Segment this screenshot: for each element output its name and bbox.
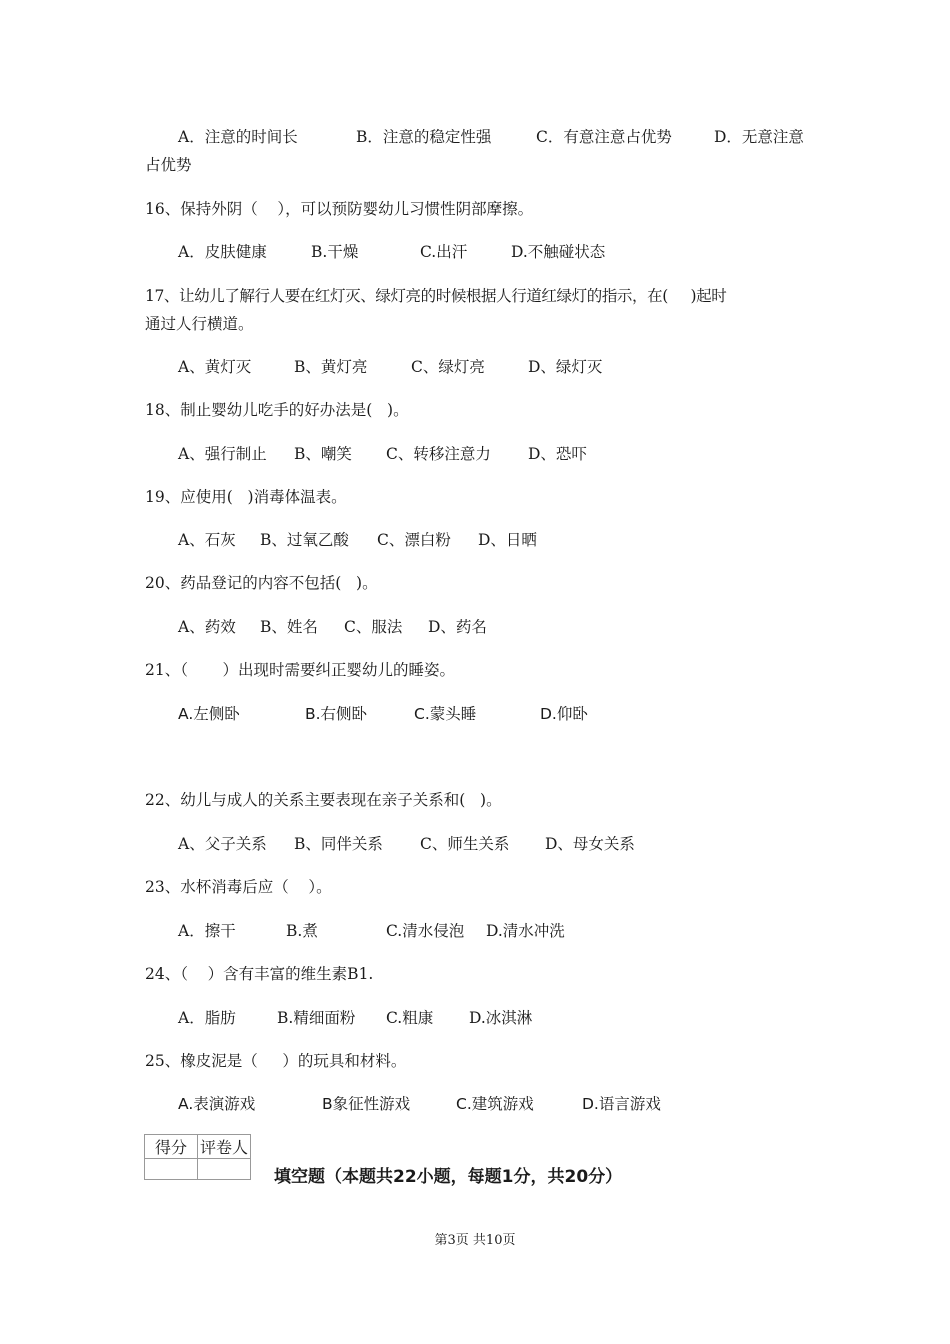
grader-cell bbox=[198, 1159, 251, 1180]
q15-option-d: D．无意注意 bbox=[714, 128, 804, 146]
grader-header: 评卷人 bbox=[198, 1135, 251, 1159]
score-header: 得分 bbox=[145, 1135, 198, 1159]
q24-option-d: D.冰淇淋 bbox=[469, 1009, 533, 1027]
q19-option-d: D、日晒 bbox=[478, 531, 537, 549]
q25-option-a: A.表演游戏 bbox=[178, 1095, 256, 1113]
q22-option-b: B、同伴关系 bbox=[294, 835, 383, 853]
q19-option-b: B、过氧乙酸 bbox=[260, 531, 349, 549]
score-table bbox=[144, 1134, 251, 1180]
q24-option-a: A．脂肪 bbox=[178, 1009, 236, 1027]
q25-option-b: B象征性游戏 bbox=[322, 1095, 411, 1113]
q17-option-c: C、绿灯亮 bbox=[411, 358, 485, 376]
q24-option-b: B.精细面粉 bbox=[277, 1009, 356, 1027]
q15-option-a: A．注意的时间长 bbox=[178, 128, 298, 146]
q18-option-a: A、强行制止 bbox=[178, 445, 267, 463]
q20-stem: 20、药品登记的内容不包括( )。 bbox=[145, 574, 378, 592]
q20-option-c: C、服法 bbox=[344, 618, 403, 636]
q24-option-c: C.粗康 bbox=[386, 1009, 434, 1027]
q20-option-a: A、药效 bbox=[178, 618, 236, 636]
q20-option-b: B、姓名 bbox=[260, 618, 318, 636]
q23-option-b: B.煮 bbox=[286, 922, 318, 940]
q15-continuation: 占优势 bbox=[145, 156, 192, 174]
q17-stem: 17、让幼儿了解行人要在红灯灭、绿灯亮的时候根据人行道红绿灯的指示，在( )起时 bbox=[145, 287, 727, 305]
q15-option-c: C．有意注意占优势 bbox=[536, 128, 672, 146]
q18-stem: 18、制止婴幼儿吃手的好办法是( )。 bbox=[145, 401, 409, 419]
q24-stem: 24、（ ）含有丰富的维生素B1. bbox=[145, 965, 374, 983]
q25-option-d: D.语言游戏 bbox=[582, 1095, 661, 1113]
q23-option-c: C.清水侵泡 bbox=[386, 922, 465, 940]
q25-option-c: C.建筑游戏 bbox=[456, 1095, 534, 1113]
q18-option-b: B、嘲笑 bbox=[294, 445, 352, 463]
q18-option-d: D、恐吓 bbox=[528, 445, 587, 463]
q17-option-d: D、绿灯灭 bbox=[528, 358, 603, 376]
q21-option-b: B.右侧卧 bbox=[305, 705, 368, 723]
q22-option-a: A、父子关系 bbox=[178, 835, 267, 853]
q23-option-d: D.清水冲洗 bbox=[486, 922, 565, 940]
q19-option-a: A、石灰 bbox=[178, 531, 236, 549]
q16-stem: 16、保持外阴（ ），可以预防婴幼儿习惯性阴部摩擦。 bbox=[145, 200, 534, 218]
q19-option-c: C、漂白粉 bbox=[377, 531, 451, 549]
q16-option-a: A．皮肤健康 bbox=[178, 243, 267, 261]
page-footer: 第3页 共10页 bbox=[434, 1233, 516, 1248]
q22-option-c: C、师生关系 bbox=[420, 835, 510, 853]
q19-stem: 19、应使用( )消毒体温表。 bbox=[145, 488, 347, 506]
score-cell bbox=[145, 1159, 198, 1180]
q17-continuation: 通过人行横道。 bbox=[145, 315, 254, 333]
q15-option-b: B．注意的稳定性强 bbox=[356, 128, 492, 146]
q18-option-c: C、转移注意力 bbox=[386, 445, 491, 463]
q17-option-b: B、黄灯亮 bbox=[294, 358, 368, 376]
q16-option-b: B.干燥 bbox=[311, 243, 359, 261]
section-title: 填空题（本题共22小题，每题1分，共20分） bbox=[274, 1167, 623, 1187]
q16-option-c: C.出汗 bbox=[420, 243, 468, 261]
q16-option-d: D.不触碰状态 bbox=[511, 243, 606, 261]
q21-option-d: D.仰卧 bbox=[540, 705, 588, 723]
q17-option-a: A、黄灯灭 bbox=[178, 358, 252, 376]
q23-stem: 23、水杯消毒后应（ ）。 bbox=[145, 878, 332, 896]
q21-stem: 21、（ ）出现时需要纠正婴幼儿的睡姿。 bbox=[145, 661, 455, 679]
q22-option-d: D、母女关系 bbox=[545, 835, 635, 853]
q23-option-a: A．擦干 bbox=[178, 922, 236, 940]
q25-stem: 25、橡皮泥是（ ）的玩具和材料。 bbox=[145, 1052, 407, 1070]
q22-stem: 22、幼儿与成人的关系主要表现在亲子关系和( )。 bbox=[145, 791, 502, 809]
q20-option-d: D、药名 bbox=[428, 618, 487, 636]
q21-option-c: C.蒙头睡 bbox=[414, 705, 477, 723]
q21-option-a: A.左侧卧 bbox=[178, 705, 240, 723]
